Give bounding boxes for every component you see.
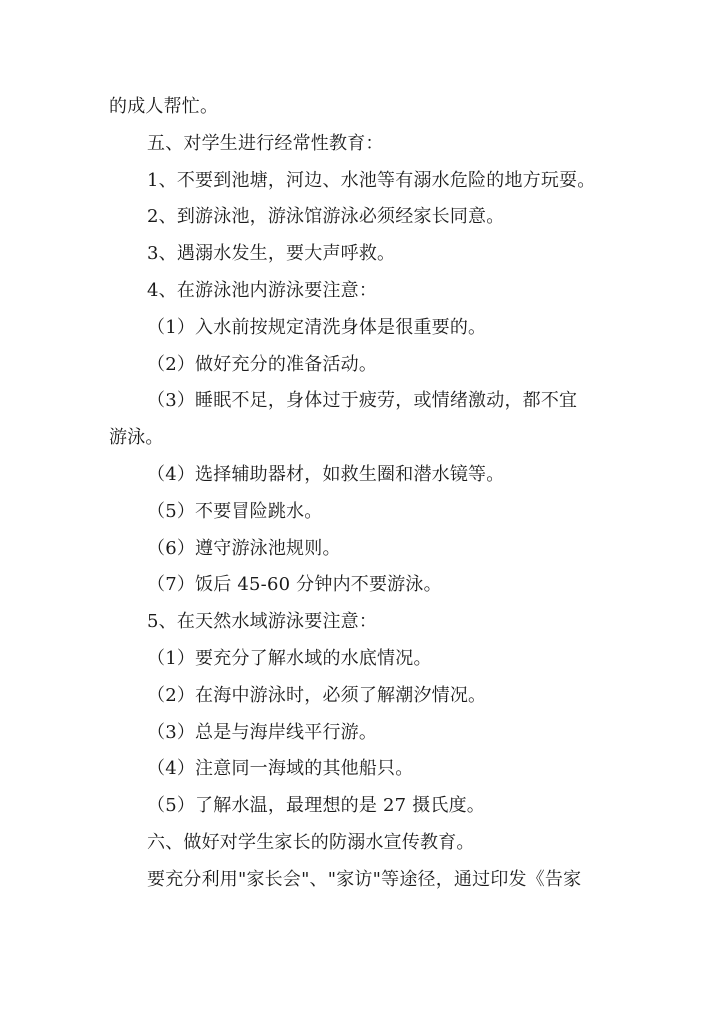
list-item-continuation: 游泳。: [109, 427, 164, 449]
list-item: （3）总是与海岸线平行游。: [147, 721, 378, 743]
list-item: （4）注意同一海域的其他船只。: [147, 758, 414, 780]
list-item: （1）要充分了解水域的水底情况。: [147, 647, 432, 669]
list-item: （2）做好充分的准备活动。: [147, 353, 378, 375]
list-item: （2）在海中游泳时，必须了解潮汐情况。: [147, 684, 487, 706]
paragraph-line: 要充分利用"家长会"、"家访"等途径，通过印发《告家: [147, 868, 582, 890]
section-heading: 五、对学生进行经常性教育：: [147, 132, 384, 154]
list-item: （5）不要冒险跳水。: [147, 500, 323, 522]
list-item: （7）饭后 45-60 分钟内不要游泳。: [147, 574, 442, 596]
paragraph-line: 5、在天然水域游泳要注意：: [147, 611, 378, 633]
list-item: （3）睡眠不足，身体过于疲劳，或情绪激动，都不宜: [147, 390, 578, 412]
list-item: （6）遵守游泳池规则。: [147, 537, 341, 559]
list-item: （5）了解水温，最理想的是 27 摄氏度。: [147, 795, 485, 817]
paragraph-line: 1、不要到池塘，河边、水池等有溺水危险的地方玩耍。: [147, 169, 596, 191]
section-heading: 六、做好对学生家长的防溺水宣传教育。: [147, 831, 475, 853]
list-item: （4）选择辅助器材，如救生圈和潜水镜等。: [147, 463, 505, 485]
list-item: （1）入水前按规定清洗身体是很重要的。: [147, 316, 487, 338]
paragraph-line: 3、遇溺水发生，要大声呼救。: [147, 243, 396, 265]
paragraph-line: 的成人帮忙。: [109, 96, 219, 117]
paragraph-line: 2、到游泳池，游泳馆游泳必须经家长同意。: [147, 206, 505, 228]
paragraph-line: 4、在游泳池内游泳要注意：: [147, 279, 378, 301]
document-body: [109, 89, 614, 899]
